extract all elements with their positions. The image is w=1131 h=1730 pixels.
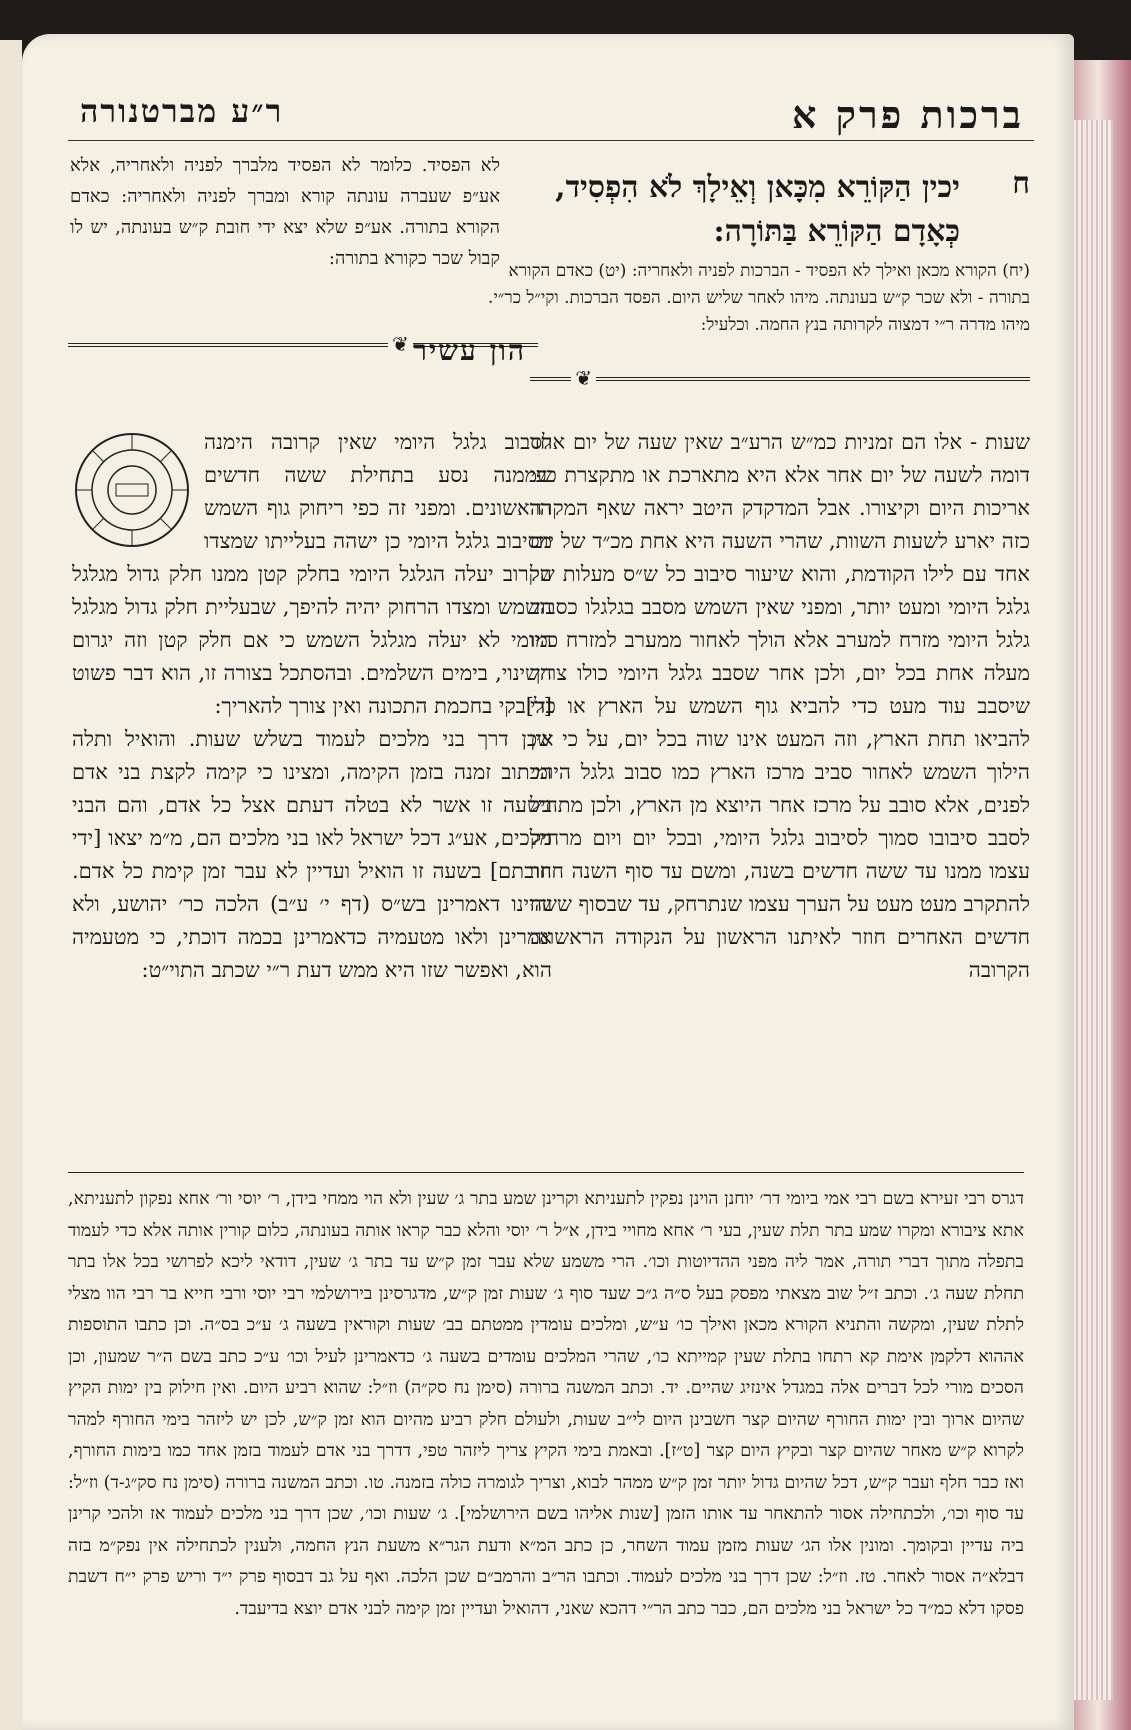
celestial-wheel-diagram xyxy=(72,430,192,550)
page-header-commentary: ר״ע מברטנורה xyxy=(80,92,284,130)
divider-ornament: ❦ xyxy=(571,365,596,391)
body-column-left xyxy=(72,426,552,987)
page-header-tractate: ברכות פרק א xyxy=(792,92,1024,137)
section-title: הון עשיר xyxy=(413,334,526,367)
body-paragraph: שעות - אלו הם זמניות כמ״ש הרע״ב שאין שעה של יום אחד דומה לשעה של יום אחר אלא היא מתארכת או מתקצרת כפי אריכות היום וקיצורו. אבל המדקדק היטב יראה שאף המקרה כזה יארע לשעות השוות, שהרי השעה היא אחת מכ״ד של יום אחד עם לילו הקודמת, והוא שיעור סיבוב כל ש״ס מעלות של גלגל היומי ומעט יותר, ומפני שאין השמש מסבב בגלגלו כסבוב גלגל היומי מזרח למערב אלא הולך לאחור ממערב למזרח כמו מעלה אחת בכל יום, ולכן אחר שסבב גלגל היומי כולו צריך שיסבב עוד מעט כדי להביא גוף השמש על הארץ או כדי להביאו תחת הארץ, וזה המעט אינו שוה בכל יום, על כי אין הילוך השמש לאחור סביב מרכז הארץ כמו סבוב גלגל היומי לפנים, אלא סובב על מרכז אחר היוצא מן הארץ, ולכן מתחיל לסבב סיבובו סמוך לסיבוב גלגל היומי, ובכל יום ויום מרחיק עצמו ממנו עד ששה חדשים בשנה, ומשם עד סוף השנה חוזר להתקרב מעט מעט על הערך עצמו שנתרחק, עד שבסוף ששה חדשים האחרים חוזר לאיתנו הראשון על הנקודה הראשונה הקרובה xyxy=(530,430,1030,982)
mishnah-commentary: (יח) הקורא מכאן ואילך לא הפסיד - הברכות לפניה ולאחריה: (יט) כאדם הקורא בתורה - ולא שכר ק״ש בעונתה. מיהו לאחר שליש היום. הפסד הברכות. וקי״ל כר״י. מיהו מדרה ר״י דמצוה לקרותה בנץ החמה. וכלעיל: xyxy=(488,261,1030,335)
divider-ornament: ❦ xyxy=(388,331,413,357)
header-rule xyxy=(68,140,1034,141)
footnote-rule xyxy=(68,1172,1024,1173)
body-paragraph: לסבוב גלגל היומי שאין קרובה הימנה שממנה נסע בתחילת ששה חדשים הראשונים. ומפני זה כפי ריחוק גוף השמש מסיבוב גלגל היומי כן ישהה בעלייתו שמצדו הקרוב יעלה הגלגל היומי בחלק קטן ממנו חלק גדול מגלגל השמש ומצדו הרחוק יהיה להיפך, שבעליית חלק גדול מגלגל היומי לא יעלה מגלגל השמש כי אם חלק קטן וזה יגרום השינוי, בימים השלמים. ובהסתכל בצורה זו, הוא דבר פשוט [ל]בקי בחכמת התכונה ואין צורך להאריך: xyxy=(72,430,552,718)
book-page xyxy=(22,34,1074,1730)
body-paragraph: שכן דרך בני מלכים לעמוד בשלש שעות. והואיל ותלה הכתוב זמנה בזמן הקימה, ומצינו כי קימה לקצת בני אדם בשעה זו אשר לא בטלה דעתם אצל כל אדם, והם הבני מלכים, אע״ג דכל ישראל לאו בני מלכים הם, מ״מ יצאו [ידי חובתם] בשעה זו הואיל ועדיין לא עבר זמן קימת כל אדם. והיינו דאמרינן בש״ס (דף י׳ ע״ב) הלכה כר׳ יהושע, ולא אמרינן ולאו מטעמיה כדאמרינן בכמה דוכתי, כי מטעמיה הוא, ואפשר שזו היא ממש דעת ר״י שכתב התוי״ט: xyxy=(72,727,552,982)
mishnah-text: יכין הַקּוֹרֵא מִכָּאן וְאֵילָךְ לֹא הִפְסִיד, כְּאָדָם הַקּוֹרֵא בַּתּוֹרָה: xyxy=(555,170,960,249)
book-edge-left xyxy=(0,40,22,1730)
body-column-right xyxy=(530,426,1030,987)
footnotes-block: דגרס רבי זעירא בשם רבי אמי ביומי דר׳ יוחנן הוינן נפקין לתעניתא וקרינן שמע בתר ג׳ שעין ולא הוי ממחי בידן, ר׳ יוסי ור׳ אחא נפקון לתעניתא, אתא ציבורא ומקרו שמע בתר תלת שעין, בעי ר׳ אחא מחויי בידן, א״ל ר׳ יוסי והלא כבר קראו אותה בעונתה, כלום קורין אותה אלא כדי לעמוד בתפלה מתוך דברי תורה, אמר ליה מפני ההדיוטות וכו׳. הרי משמע שלא עבר זמן ק״ש עד בתר ג׳ שעין, דודאי ליכא לפרושי בכל אלו בתר תחלת שעה ג׳. וכתב ז״ל שוב מצאתי מפסק בעל ס״ה ג״כ שעד סוף ג׳ שעות זמן ק״ש, מדגרסינן בירושלמי רבי יוסי ורבי חייא בר רבי הוו מצלי לתלת שעין, ומקשה והתניא הקורא מכאן ואילך כו׳ ע״ש, ומלכים עומדין ממטתם בב׳ שעות וקוראין בשעה ג׳ ע״כ בס״ה. וכן כתבו התוספות אההוא דלקמן אימת קא רתחו בתלת שעין קמייתא כו׳, שהרי המלכים עומדים בשעה ג׳ כדאמרינן לעיל וכו׳ ע״כ כתב בשם ה״ר שמעון, וכן הסכים מורי לכל דברים אלה במגדל אינזיג שהיים. יד. וכתב המשנה ברורה (סימן נח סק״ה) וז״ל: שהוא רביע היום. ואין חילוק בין ימות הקיץ שהיום ארוך ובין ימות החורף שהיום קצר חשבינן היום לי״ב שעות, ולעולם חלק רביע מהיום הוא זמן ק״ש, לכן יש ליזהר בימי החורף למהר לקרוא ק״ש מאחר שהיום קצר ובקיץ היום קצר [ט״ז]. ובאמת בימי הקיץ צריך ליזהר טפי, דדרך בני אדם לעמוד בזמן אחד כמו בימות החורף, ואז כבר חלף ועבר ק״ש, דכל שהיום גדול יותר זמן ק״ש ממהר לבוא, וצריך לגומרה כולה בזמנה. טו. וכתב המשנה ברורה (סימן נח סק״ג-ד) וז״ל: עד סוף וכו׳, ולכתחילה אסור להתאחר עד אותו הזמן [שנות אליהו בשם הירושלמי]. ג׳ שעות וכו׳, שכן דרך בני מלכים לעמוד אז ולהכי קרינן ביה עדיין ובקומך. ומונין אלו הג׳ שעות מזמן עמוד השחר, כן כתב המ״א ודעת הגר״א משעת הנץ החמה, ולענין לכתחילה אין נפק״מ בזה דבלא״ה אסור לאחר. טז. וז״ל: שכן דרך בני מלכים לעמוד. וכתבו הר״ב והרמב״ם שכן הלכה. ואף על גב דבסוף פרק י״ד וריש פרק י״ח דשבת פסקו דלא כמ״ד כל ישראל בני מלכים הם, כבר כתב הר״י דהכא שאני, דהואיל ועדיין זמן קימה לבני אדם יוצא בדיעבד. xyxy=(68,1189,1025,1619)
bartenura-commentary: לא הפסיד. כלומר לא הפסיד מלברך לפניה ולאחריה, אלא אע״פ שעברה עונתה קורא ומברך לפניה ולאחריה: כאדם הקורא בתורה. אע״פ שלא יצא ידי חובת ק״ש בעונתה, יש לו קבול שכר כקורא בתורה: xyxy=(70,155,500,269)
section-divider-right xyxy=(530,366,1030,390)
mishnah-number: ח xyxy=(1012,166,1030,201)
